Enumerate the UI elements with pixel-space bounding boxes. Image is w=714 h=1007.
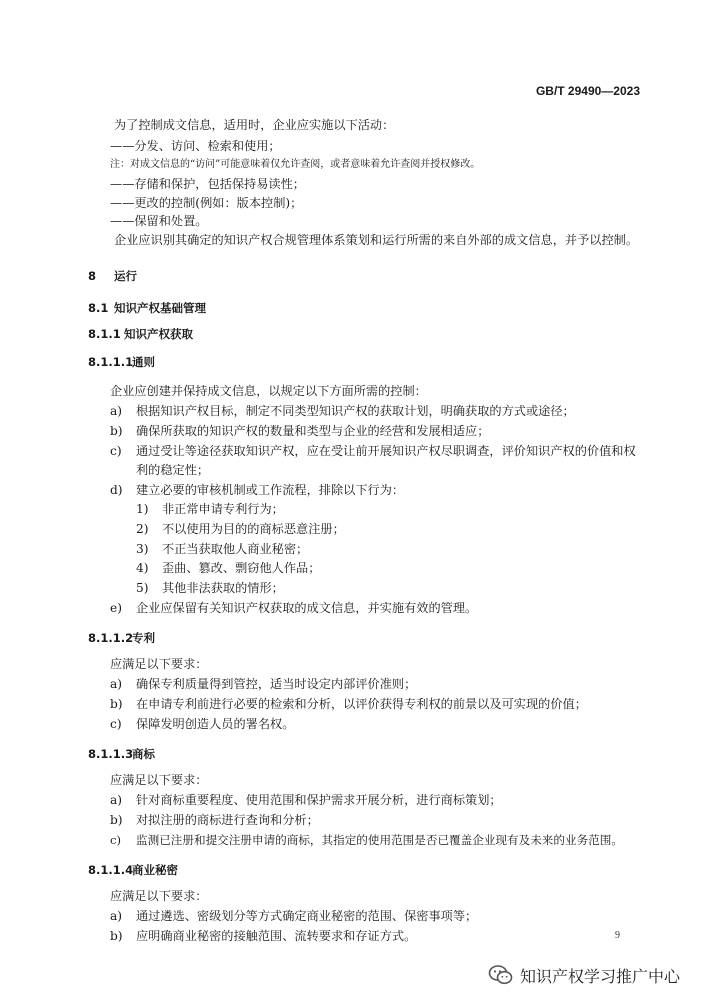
sub-list-item: 3) 不正当获取他人商业秘密； bbox=[136, 542, 309, 556]
sub-list-item: 5) 其他非法获取的情形； bbox=[136, 581, 284, 595]
section-heading bbox=[88, 326, 193, 342]
dash-item: ——保留和处置。 bbox=[110, 214, 208, 228]
clause-intro: 应满足以下要求： bbox=[110, 889, 208, 903]
section-title: 通则 bbox=[132, 355, 155, 369]
intro-paragraph: 为了控制成文信息，适用时，企业应实施以下活动： bbox=[114, 118, 395, 132]
wechat-icon bbox=[488, 964, 514, 986]
clause-intro: 企业应创建并保持成文信息，以规定以下方面所需的控制： bbox=[110, 384, 427, 398]
section-number: 8.1.1.1 bbox=[88, 355, 134, 369]
list-item: b) 应明确商业秘密的接触范围、流转要求和存证方式。 bbox=[110, 929, 417, 943]
section-title: 商业秘密 bbox=[132, 863, 178, 877]
sub-list-item: 4) 歪曲、篡改、剽窃他人作品； bbox=[136, 561, 321, 575]
section-title: 商标 bbox=[132, 747, 155, 761]
list-item: e) 企业应保留有关知识产权获取的成文信息，并实施有效的管理。 bbox=[110, 601, 478, 615]
list-item: c) 保障发明创造人员的署名权。 bbox=[110, 717, 295, 731]
section-number: 8.1.1 bbox=[88, 327, 121, 341]
dash-item: ——分发、访问、检索和使用； bbox=[110, 139, 281, 153]
list-item: b) 在申请专利前进行必要的检索和分析，以评价获得专利权的前景以及可实现的价值； bbox=[110, 697, 587, 711]
section-heading bbox=[88, 354, 155, 370]
section-number: 8.1 bbox=[88, 301, 109, 315]
section-number: 8.1.1.4 bbox=[88, 863, 134, 877]
list-item: b) 对拟注册的商标进行查询和分析； bbox=[110, 813, 319, 827]
standard-number: GB/T 29490—2023 bbox=[535, 84, 640, 98]
sub-list-item: 2) 不以使用为目的的商标恶意注册； bbox=[136, 522, 345, 536]
intro-paragraph: 企业应识别其确定的知识产权合规管理体系策划和运行所需的来自外部的成文信息，并予以控制。 bbox=[114, 233, 639, 247]
section-number: 8.1.1.2 bbox=[88, 631, 134, 645]
list-item: c) 监测已注册和提交注册申请的商标，其指定的使用范围是否已覆盖企业现有及未来的业务范围。 bbox=[110, 833, 623, 847]
section-title: 知识产权获取 bbox=[124, 327, 193, 341]
section-heading bbox=[88, 862, 178, 878]
list-item: a) 通过遴选、密级划分等方式确定商业秘密的范围、保密事项等； bbox=[110, 909, 478, 923]
sub-list-item: 1) 非正常申请专利行为； bbox=[136, 502, 284, 516]
page-number: 9 bbox=[615, 930, 620, 941]
section-number: 8.1.1.3 bbox=[88, 747, 134, 761]
note: 注：对成文信息的“访问”可能意味着仅允许查阅，或者意味着允许查阅并授权修改。 bbox=[110, 159, 481, 170]
watermark bbox=[488, 962, 680, 988]
watermark-text: 知识产权学习推广中心 bbox=[520, 966, 681, 986]
dash-item: ——更改的控制(例如：版本控制)； bbox=[110, 196, 303, 210]
section-heading bbox=[88, 268, 137, 284]
list-item: d) 建立必要的审核机制或工作流程，排除以下行为： bbox=[110, 483, 405, 497]
list-item: b) 确保所获取的知识产权的数量和类型与企业的经营和发展相适应； bbox=[110, 424, 490, 438]
list-item: c) 通过受让等途径获取知识产权，应在受让前开展知识产权尽职调查，评价知识产权的价值和权 bbox=[110, 444, 636, 458]
clause-intro: 应满足以下要求： bbox=[110, 773, 208, 787]
list-item-continued: 利的稳定性； bbox=[136, 463, 210, 477]
section-number: 8 bbox=[88, 269, 97, 283]
section-title: 专利 bbox=[132, 631, 155, 645]
section-title: 运行 bbox=[114, 269, 137, 283]
list-item: a) 根据知识产权目标，制定不同类型知识产权的获取计划，明确获取的方式或途径； bbox=[110, 404, 575, 418]
list-item: a) 确保专利质量得到管控，适当时设定内部评价准则； bbox=[110, 677, 417, 691]
list-item: a) 针对商标重要程度、使用范围和保护需求开展分析，进行商标策划； bbox=[110, 793, 502, 807]
dash-item: ——存储和保护，包括保持易读性； bbox=[110, 177, 305, 191]
section-title: 知识产权基础管理 bbox=[114, 301, 206, 315]
section-heading bbox=[88, 630, 155, 646]
section-heading bbox=[88, 746, 155, 762]
clause-intro: 应满足以下要求： bbox=[110, 657, 208, 671]
section-heading bbox=[88, 300, 206, 316]
